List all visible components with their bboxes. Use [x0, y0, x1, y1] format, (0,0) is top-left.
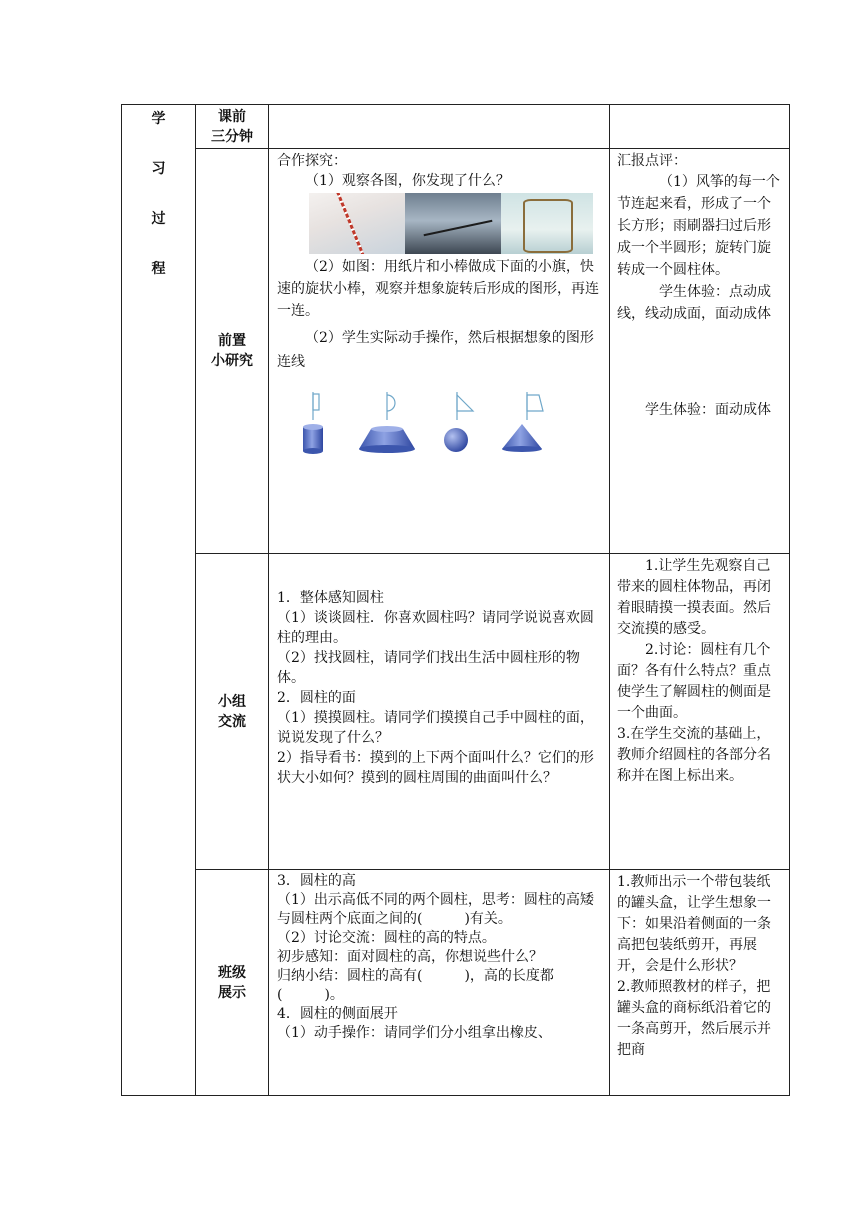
- stage-label-xiaozu: 小组 交流: [196, 554, 269, 870]
- xiaozu-note: [610, 554, 790, 870]
- content-para: （2）学生实际动手操作，然后根据想象的图形连线: [277, 330, 594, 370]
- content-line: 4．圆柱的侧面展开: [277, 1006, 398, 1022]
- content-line: 2）指导看书：摸到的上下两个面叫什么？它们的形状大小如何？摸到的圆柱周围的曲面叫什么？: [277, 750, 594, 786]
- content-line: 归纳小结：圆柱的高有( )，高的长度都( )。: [277, 968, 554, 1003]
- note-para: 学生体验：点动成线，线动成面，面动成体: [617, 284, 771, 322]
- lesson-table: [121, 104, 790, 1096]
- content-line: 1．整体感知圆柱: [277, 590, 384, 606]
- frustum-icon: [359, 426, 415, 453]
- note-heading: 汇报点评：: [617, 153, 687, 169]
- content-line: 初步感知：面对圆柱的高，你想说些什么？: [277, 949, 543, 965]
- banji-content: [269, 870, 610, 1096]
- xiaozu-content: [269, 554, 610, 870]
- section-title: [122, 105, 196, 1096]
- qianzhi-content: [269, 149, 610, 554]
- stage-label-keqian: 课前 三分钟: [196, 105, 269, 149]
- note-para: 2.讨论：圆柱有几个面？各有什么特点？重点使学生了解圆柱的侧面是一个曲面。: [617, 642, 771, 721]
- banji-note: [610, 870, 790, 1096]
- note-para: 1.让学生先观察自己带来的圆柱体物品，再闭着眼睛摸一摸表面。然后交流摸的感受。: [617, 558, 771, 637]
- note-para: 2.教师照教材的样子，把罐头盒的商标纸沿着它的一条高剪开，然后展示并把商: [617, 979, 771, 1058]
- note-para: 学生体验：面动成体: [645, 402, 771, 418]
- content-line: （1）摸摸圆柱。请同学们摸摸自己手中圆柱的面，说说发现了什么？: [277, 710, 594, 746]
- content-line: 3．圆柱的高: [277, 873, 356, 889]
- flag-trapezoid-icon: [527, 392, 543, 420]
- section-char: 过: [151, 211, 166, 227]
- note-para: 3.在学生交流的基础上，教师介绍圆柱的各部分名称并在图上标出来。: [617, 726, 771, 784]
- photo-strip: [309, 193, 593, 254]
- section-char: 习: [151, 161, 166, 177]
- cone-icon: [502, 424, 542, 452]
- revolving-door-photo: [501, 193, 593, 254]
- content-para: （2）如图：用纸片和小棒做成下面的小旗，快速的旋状小棒，观察并想象旋转后形成的图形，再连一连。: [277, 259, 599, 319]
- keqian-note: [610, 105, 790, 149]
- flag-rectangle-icon: [313, 392, 319, 420]
- section-char: 程: [151, 261, 166, 277]
- content-heading: 合作探究：: [277, 153, 347, 169]
- kite-photo: [309, 193, 405, 254]
- content-para: （1）观察各图，你发现了什么？: [305, 173, 510, 189]
- rotation-shapes: [277, 392, 602, 462]
- section-char: 学: [151, 111, 166, 127]
- content-line: （1）谈谈圆柱．你喜欢圆柱吗？请同学说说喜欢圆柱的理由。: [277, 610, 594, 646]
- content-line: （1）出示高低不同的两个圆柱，思考：圆柱的高矮与圆柱两个底面之间的( )有关。: [277, 892, 594, 927]
- content-line: （1）动手操作：请同学们分小组拿出橡皮、: [277, 1025, 552, 1041]
- car-wiper-photo: [405, 193, 501, 254]
- note-para: 1.教师出示一个带包装纸的罐头盒，让学生想象一下：如果沿着侧面的一条高把包装纸剪开，再展开，会是什么形状？: [617, 874, 771, 974]
- sphere-icon: [444, 428, 468, 452]
- stage-label-banji: 班级 展示: [196, 870, 269, 1096]
- shapes-figure: [277, 392, 577, 462]
- stage-label-qianzhi: 前置 小研究: [196, 149, 269, 554]
- content-line: （2）讨论交流：圆柱的高的特点。: [277, 930, 496, 946]
- flag-semicircle-icon: [387, 392, 395, 420]
- cylinder-icon: [303, 424, 323, 454]
- content-line: 2．圆柱的面: [277, 690, 356, 706]
- flag-triangle-icon: [457, 392, 473, 420]
- content-line: （2）找找圆柱，请同学们找出生活中圆柱形的物体。: [277, 650, 580, 686]
- qianzhi-note: [610, 149, 790, 554]
- note-para: （1）风筝的每一个节连起来看，形成了一个长方形；雨刷器扫过后形成一个半圆形；旋转门旋转成一个圆柱体。: [617, 174, 780, 278]
- keqian-content: [269, 105, 610, 149]
